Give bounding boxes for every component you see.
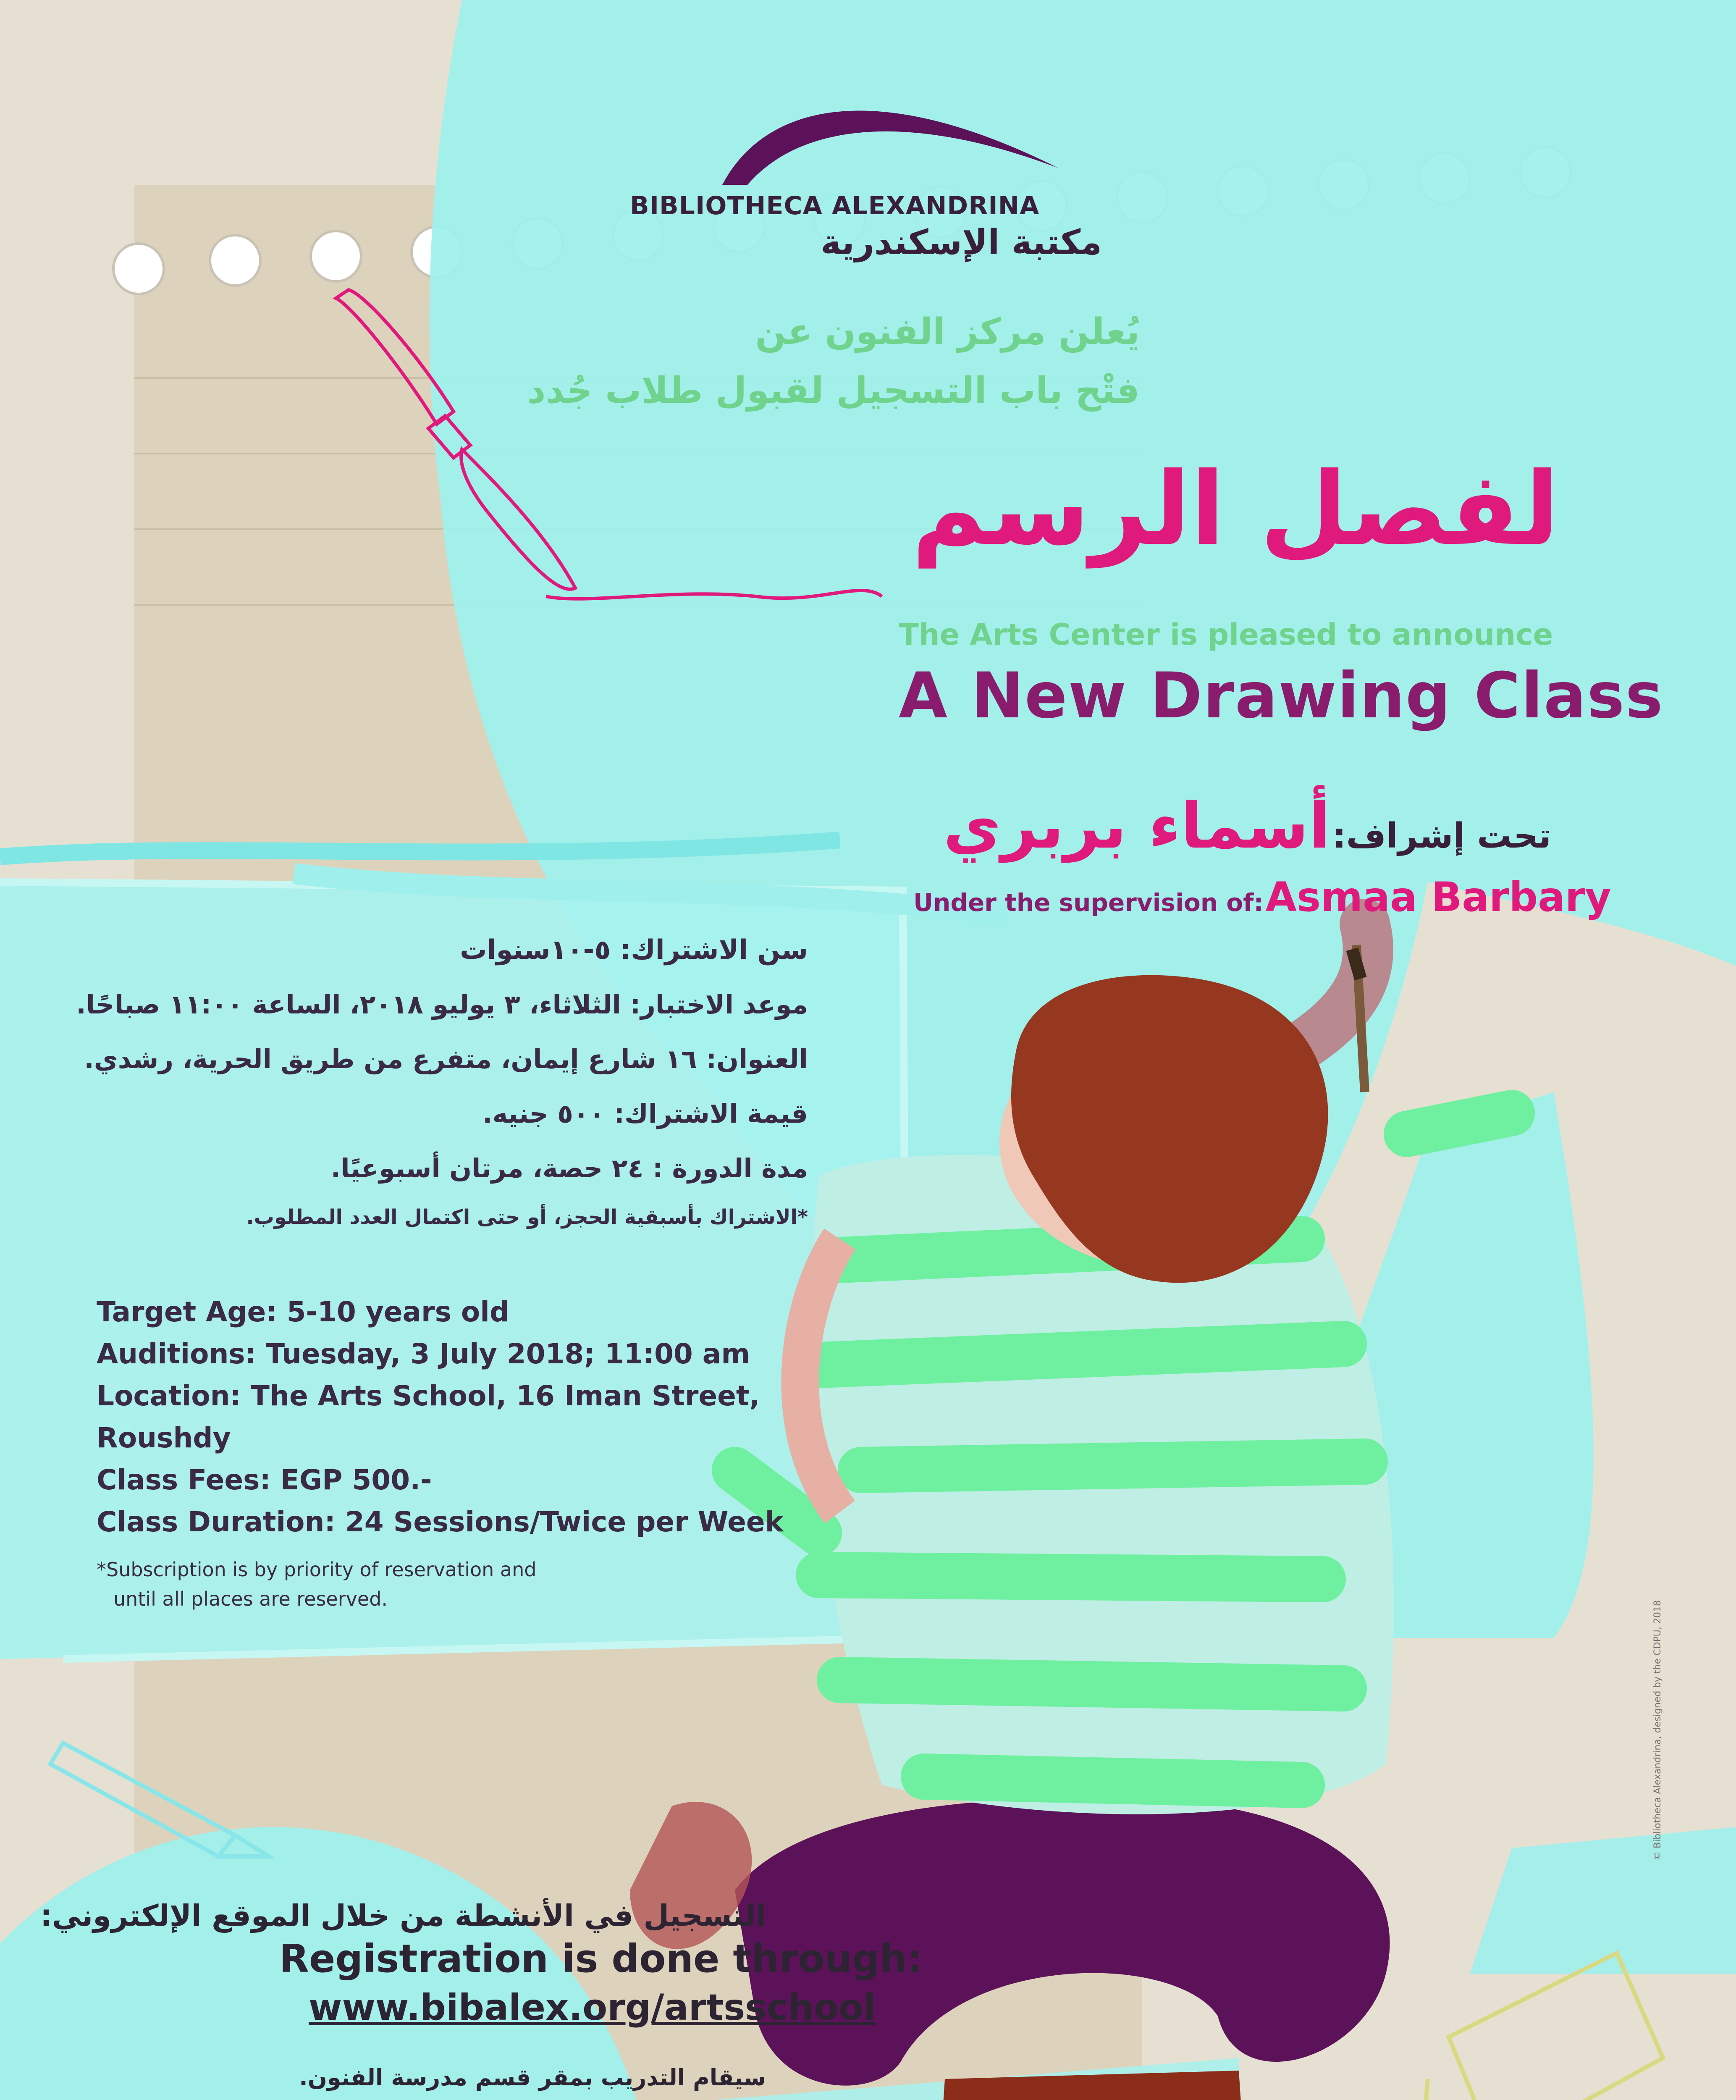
org-name-en: BIBLIOTHECA ALEXANDRINA bbox=[630, 191, 1040, 220]
detail-ar-note: *الاشتراك بأسبقية الحجز، أو حتى اكتمال العدد المطلوب. bbox=[246, 1205, 808, 1229]
detail-ar-location: العنوان: ١٦ شارع إيمان، متفرع من طريق الحرية، رشدي. bbox=[84, 1044, 808, 1074]
supervision-en-name: Asmaa Barbary bbox=[1265, 874, 1611, 921]
note-en-line1: *Subscription is by priority of reservation and bbox=[97, 1558, 537, 1581]
supervision-ar-name: أسماء بربري bbox=[943, 790, 1330, 863]
announce-ar-title: لفصل الرسم bbox=[911, 450, 1560, 568]
announce-en-title: A New Drawing Class bbox=[899, 659, 1664, 732]
registration-ar: التسجيل في الأنشطة من خلال الموقع الإلكتروني: bbox=[40, 1898, 766, 1933]
registration-en: Registration is done through: bbox=[279, 1936, 923, 1981]
detail-ar-age: سن الاشتراك: ٥-١٠سنوات bbox=[460, 934, 808, 966]
detail-ar-fees: قيمة الاشتراك: ٥٠٠ جنيه. bbox=[483, 1098, 808, 1129]
detail-en-location: Location: The Arts School, 16 Iman Street, bbox=[97, 1380, 760, 1412]
detail-ar-audition: موعد الاختبار: الثلاثاء، ٣ يوليو ٢٠١٨، الساعة ١١:٠٠ صباحًا. bbox=[76, 989, 808, 1020]
detail-en-audition: Auditions: Tuesday, 3 July 2018; 11:00 am bbox=[97, 1338, 750, 1370]
detail-en-age: Target Age: 5-10 years old bbox=[97, 1296, 510, 1328]
detail-en-location-cont: Roushdy bbox=[97, 1422, 231, 1454]
detail-ar-duration: مدة الدورة : ٢٤ حصة، مرتان أسبوعيًا. bbox=[330, 1153, 808, 1184]
note-en-line2: until all places are reserved. bbox=[113, 1588, 388, 1610]
detail-en-fees: Class Fees: EGP 500.- bbox=[97, 1464, 432, 1496]
announce-ar-line1: يُعلن مركز الفنون عن bbox=[755, 311, 1140, 353]
design-credit: © Bibliotheca Alexandrina, designed by the CDPU, 2018 bbox=[1652, 1600, 1663, 1861]
supervision-en bbox=[913, 874, 1611, 921]
training-location-ar: سيقام التدريب بمقر قسم مدرسة الفنون. bbox=[299, 2064, 766, 2091]
supervision-en-label: Under the supervision of: bbox=[913, 888, 1264, 917]
detail-en-duration: Class Duration: 24 Sessions/Twice per Week bbox=[97, 1506, 784, 1538]
supervision-ar-label: تحت إشراف: bbox=[1332, 816, 1551, 856]
registration-link[interactable]: www.bibalex.org/artsschool bbox=[309, 1987, 876, 2029]
supervision-ar bbox=[943, 790, 1551, 863]
announce-en-intro: The Arts Center is pleased to announce bbox=[899, 617, 1553, 652]
org-name-ar: مكتبة الإسكندرية bbox=[821, 223, 1102, 262]
announce-ar-line2: فتْح باب التسجيل لقبول طلاب جُدد bbox=[527, 370, 1140, 412]
